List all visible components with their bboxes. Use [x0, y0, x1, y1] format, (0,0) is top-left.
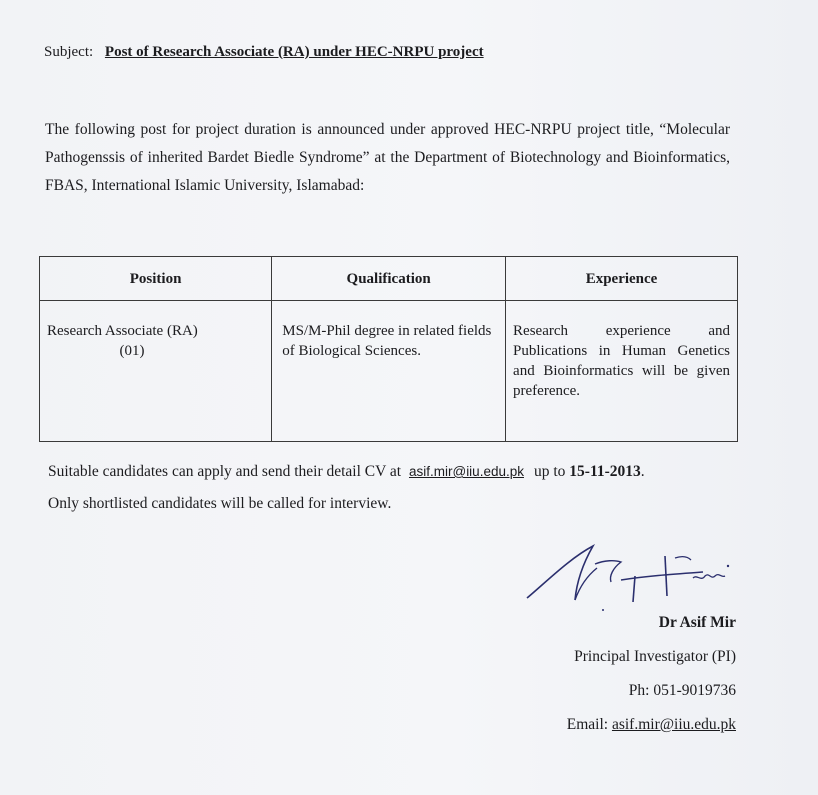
header-position: Position [40, 257, 272, 301]
subject-title: Post of Research Associate (RA) under HEC-NRPU project [104, 44, 484, 60]
cell-position [40, 301, 272, 442]
signatory-block [567, 606, 736, 742]
position-count: (01) [119, 343, 145, 359]
position-title: Research Associate (RA) [47, 323, 198, 339]
header-qualification: Qualification [272, 257, 506, 301]
apply-mid: up to [533, 463, 566, 480]
subject-label: Subject: [44, 44, 94, 60]
cell-experience: Research experience and Publications in Human Genetics and Bioinformatics will be given preference. [506, 301, 738, 442]
subject-line [44, 42, 484, 62]
signatory-email-link[interactable]: asif.mir@iiu.edu.pk [611, 716, 736, 733]
apply-line-2: Only shortlisted candidates will be called for interview. [48, 495, 392, 512]
intro-paragraph: The following post for project duration is announced under approved HEC-NRPU project title, “Molecular Pathogenssis of inherited Bardet Biedle Syndrome” at the Department of Biotechnology and Bioinformatics, FBAS, International Islamic University, Islamabad: [45, 121, 730, 194]
apply-paragraph [48, 456, 748, 520]
signatory-phone: Ph: 051-9019736 [628, 682, 736, 699]
table-row [40, 301, 738, 442]
apply-prefix: Suitable candidates can apply and send their detail CV at [48, 463, 402, 480]
handwritten-signature [525, 538, 735, 616]
signatory-email-line [567, 708, 736, 742]
apply-email-link[interactable]: asif.mir@iiu.edu.pk [408, 464, 524, 479]
cell-qualification: MS/M-Phil degree in related fields of Biological Sciences. [272, 301, 506, 442]
apply-end: . [640, 463, 645, 480]
signatory-role: Principal Investigator (PI) [574, 648, 736, 665]
signatory-email-label: Email: [566, 716, 609, 733]
signatory-name: Dr Asif Mir [658, 614, 736, 631]
position-table [39, 256, 738, 442]
apply-deadline: 15-11-2013 [569, 463, 641, 480]
apply-line-1 [48, 456, 748, 488]
table-header-row [40, 257, 738, 301]
header-experience: Experience [506, 257, 738, 301]
